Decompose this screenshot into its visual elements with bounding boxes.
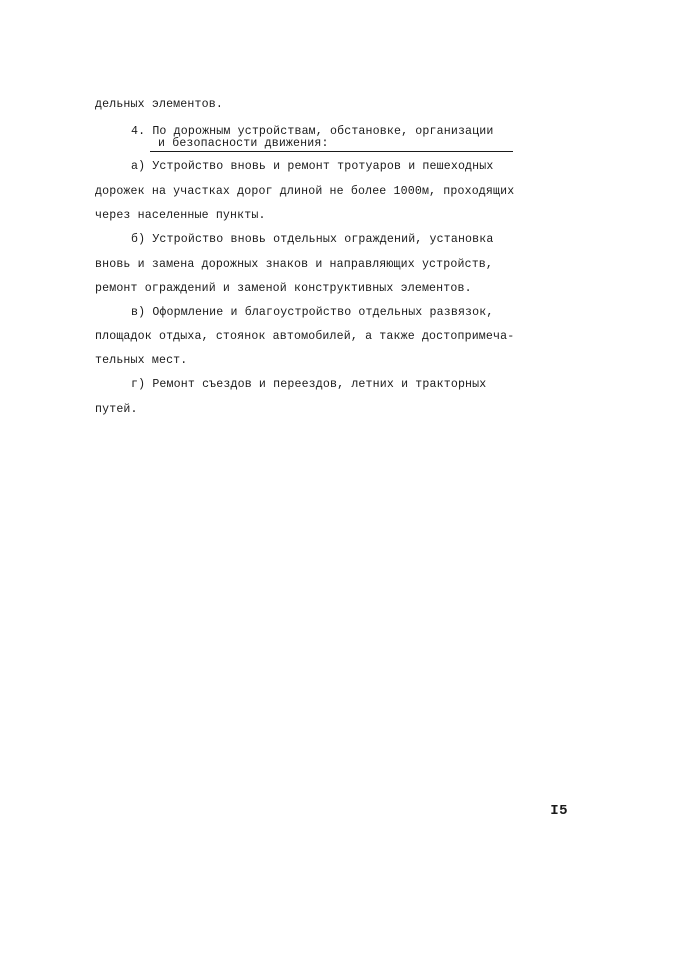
paragraph-v-line-2: площадок отдыха, стоянок автомобилей, а также достопримеча- (95, 330, 515, 343)
section-heading-line-2: и безопасности движения: (158, 137, 329, 150)
paragraph-g-line-2: путей. (95, 403, 138, 416)
paragraph-a-line-1: а) Устройство вновь и ремонт тротуаров и пешеходных (131, 160, 494, 173)
paragraph-g-line-1: г) Ремонт съездов и переездов, летних и тракторных (131, 378, 487, 391)
section-heading-line-1: 4. По дорожным устройствам, обстановке, организации (131, 125, 494, 138)
paragraph-v-line-3: тельных мест. (95, 354, 188, 367)
page-number: I5 (550, 803, 568, 819)
paragraph-b-line-3: ремонт ограждений и заменой конструктивных элементов. (95, 282, 472, 295)
heading-underline (150, 151, 513, 152)
paragraph-v-line-1: в) Оформление и благоустройство отдельных развязок, (131, 306, 494, 319)
text-line: дельных элементов. (95, 98, 223, 111)
paragraph-a-line-3: через населенные пункты. (95, 209, 266, 222)
paragraph-a-line-2: дорожек на участках дорог длиной не более 1000м, проходящих (95, 185, 515, 198)
paragraph-b-line-2: вновь и замена дорожных знаков и направляющих устройств, (95, 258, 494, 271)
paragraph-b-line-1: б) Устройство вновь отдельных ограждений, установка (131, 233, 494, 246)
